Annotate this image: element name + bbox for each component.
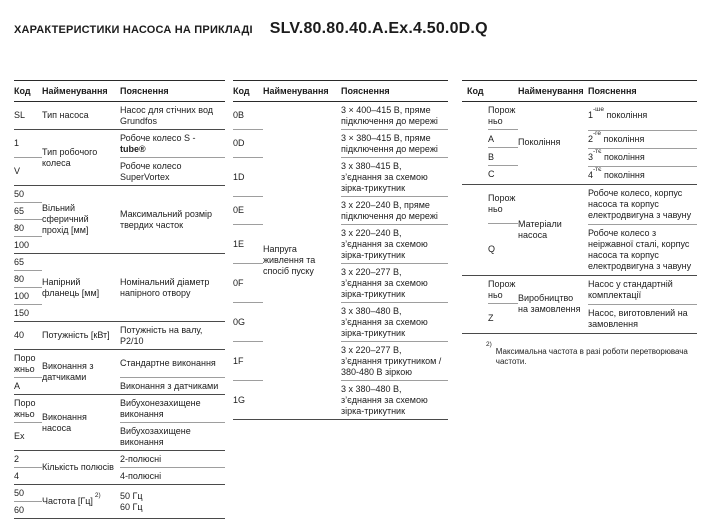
table-row bbox=[14, 130, 225, 158]
table-row bbox=[14, 102, 225, 130]
explanation-cell: Робоче колесо, корпус насоса та корпус електродвигуна з чавуну bbox=[588, 184, 697, 224]
name-text: Частота [Гц] bbox=[42, 496, 93, 506]
name-cell: Потужність [кВт] bbox=[42, 322, 120, 350]
generation-number: 4 bbox=[588, 169, 594, 180]
code-cell: 40 bbox=[14, 322, 42, 350]
generation-number: 3 bbox=[588, 151, 594, 162]
code-cell: 1G bbox=[233, 381, 263, 420]
code-cell: V bbox=[14, 158, 42, 186]
code-cell: 50 bbox=[14, 186, 42, 203]
name-cell: Вільний сферичний прохід [мм] bbox=[42, 186, 120, 254]
explanation-line: 50 Гц bbox=[120, 490, 143, 501]
code-cell: A bbox=[462, 130, 518, 148]
table-row bbox=[462, 275, 697, 304]
explanation-cell: Вибухозахищене виконання bbox=[120, 423, 225, 451]
type-key-table-3 bbox=[462, 80, 697, 334]
explanation-cell bbox=[120, 130, 225, 158]
explanation-cell: Вибухонезахищене виконання bbox=[120, 395, 225, 423]
code-cell: Z bbox=[462, 304, 518, 333]
code-cell: Порожньо bbox=[462, 275, 518, 304]
code-cell: Порожньо bbox=[14, 395, 42, 423]
code-cell: 1F bbox=[233, 342, 263, 381]
ordinal-suffix: -тє bbox=[593, 147, 602, 155]
pump-type-key: SLV.80.80.40.A.Ex.4.50.0D.Q bbox=[269, 20, 488, 37]
explanation-bold-text: tube® bbox=[120, 143, 146, 154]
ordinal-suffix: -ге bbox=[593, 129, 602, 137]
explanation-cell: 3 x 220–240 В, пряме підключення до мережі bbox=[341, 197, 448, 225]
code-cell: Q bbox=[462, 224, 518, 275]
name-cell: Тип насоса bbox=[42, 102, 120, 130]
ordinal-suffix: -ше bbox=[593, 106, 605, 114]
type-key-table-1-wrap bbox=[14, 80, 225, 519]
type-key-table-3-wrap bbox=[462, 80, 697, 367]
explanation-cell: Насос для стічних вод Grundfos bbox=[120, 102, 225, 130]
column-header-name: Найменування bbox=[42, 81, 120, 102]
table-row bbox=[462, 184, 697, 224]
name-cell: Тип робочого колеса bbox=[42, 130, 120, 186]
table-row bbox=[14, 485, 225, 502]
footnote bbox=[462, 340, 697, 367]
header-row bbox=[233, 81, 448, 102]
code-cell: 60 bbox=[14, 502, 42, 519]
explanation-cell: Робоче колесо з неіржавної сталі, корпус насоса та корпус електродвигуна з чавуну bbox=[588, 224, 697, 275]
code-cell: 1D bbox=[233, 158, 263, 197]
code-cell: 0D bbox=[233, 130, 263, 158]
explanation-cell: 4-полюсні bbox=[120, 468, 225, 485]
explanation-cell: 3 × 380–415 В, пряме підключення до мережі bbox=[341, 130, 448, 158]
code-cell: 150 bbox=[14, 305, 42, 322]
column-header-explanation: Пояснення bbox=[588, 81, 697, 102]
type-key-table-1 bbox=[14, 80, 225, 519]
explanation-cell: 2-полюсні bbox=[120, 451, 225, 468]
explanation-cell bbox=[588, 130, 697, 148]
table-row bbox=[14, 350, 225, 378]
column-header-name: Найменування bbox=[518, 81, 588, 102]
name-cell: Виробництво на замовлення bbox=[518, 275, 588, 333]
explanation-cell: Насос у стандартній комплектації bbox=[588, 275, 697, 304]
ordinal-suffix: -тє bbox=[593, 165, 602, 173]
explanation-cell bbox=[588, 102, 697, 131]
code-cell: SL bbox=[14, 102, 42, 130]
name-cell: Виконання з датчиками bbox=[42, 350, 120, 395]
table-row bbox=[14, 322, 225, 350]
name-cell: Напірний фланець [мм] bbox=[42, 254, 120, 322]
code-cell: 50 bbox=[14, 485, 42, 502]
explanation-cell: Стандартне виконання bbox=[120, 350, 225, 378]
code-cell: 80 bbox=[14, 271, 42, 288]
code-cell: 80 bbox=[14, 220, 42, 237]
explanation-cell: Потужність на валу, P2/10 bbox=[120, 322, 225, 350]
explanation-cell: 3 x 380–480 В, з’єднання за схемою зірка-трикутник bbox=[341, 381, 448, 420]
generation-number: 2 bbox=[588, 133, 594, 144]
name-cell: Матеріали насоса bbox=[518, 184, 588, 275]
generation-number: 1 bbox=[588, 110, 594, 121]
code-cell: 65 bbox=[14, 203, 42, 220]
footnote-text: Максимальна частота в разі роботи перетворювача частоти. bbox=[495, 346, 688, 366]
code-cell: A bbox=[14, 378, 42, 395]
explanation-cell: 3 x 380–415 В, з’єднання за схемою зірка-трикутник bbox=[341, 158, 448, 197]
code-cell: 0E bbox=[233, 197, 263, 225]
code-cell: 1E bbox=[233, 225, 263, 264]
column-header-name: Найменування bbox=[263, 81, 341, 102]
explanation-text: покоління bbox=[604, 110, 648, 121]
explanation-cell: 3 x 220–240 В, з’єднання за схемою зірка-трикутник bbox=[341, 225, 448, 264]
explanation-line: 60 Гц bbox=[120, 501, 143, 512]
explanation-cell: 3 x 380–480 В, з’єднання за схемою зірка-трикутник bbox=[341, 303, 448, 342]
footnote-marker: 2) bbox=[486, 340, 492, 348]
name-cell: Виконання насоса bbox=[42, 395, 120, 451]
code-cell: 65 bbox=[14, 254, 42, 271]
column-header-explanation: Пояснення bbox=[341, 81, 448, 102]
name-cell: Напруга живлення та спосіб пуску bbox=[263, 102, 341, 420]
code-cell: 0G bbox=[233, 303, 263, 342]
name-cell: Покоління bbox=[518, 102, 588, 185]
page-header bbox=[14, 20, 488, 38]
column-header-code: Код bbox=[233, 81, 263, 102]
table-row bbox=[14, 186, 225, 203]
explanation-text: Робоче колесо S - bbox=[120, 132, 196, 143]
code-cell: B bbox=[462, 148, 518, 166]
column-header-code: Код bbox=[462, 81, 518, 102]
explanation-cell: Максимальний розмір твердих часток bbox=[120, 186, 225, 254]
table-row bbox=[233, 102, 448, 130]
type-key-table-2 bbox=[233, 80, 448, 420]
code-cell: C bbox=[462, 166, 518, 184]
table-row bbox=[462, 102, 697, 131]
explanation-cell bbox=[120, 485, 225, 519]
explanation-cell: Виконання з датчиками bbox=[120, 378, 225, 395]
page-title: ХАРАКТЕРИСТИКИ НАСОСА НА ПРИКЛАДІ bbox=[14, 24, 253, 36]
table-row bbox=[14, 451, 225, 468]
code-cell: 0B bbox=[233, 102, 263, 130]
explanation-text: покоління bbox=[601, 133, 645, 144]
code-cell: Порожньо bbox=[462, 184, 518, 224]
table-row bbox=[14, 395, 225, 423]
name-cell bbox=[42, 485, 120, 519]
code-cell: 2 bbox=[14, 451, 42, 468]
code-cell: Порожньо bbox=[462, 102, 518, 131]
code-cell: 100 bbox=[14, 288, 42, 305]
type-key-table-2-wrap bbox=[233, 80, 448, 420]
explanation-cell: 3 × 400–415 В, пряме підключення до мережі bbox=[341, 102, 448, 130]
code-cell: 4 bbox=[14, 468, 42, 485]
explanation-text: покоління bbox=[601, 169, 645, 180]
explanation-cell: Робоче колесо SuperVortex bbox=[120, 158, 225, 186]
header-row bbox=[462, 81, 697, 102]
explanation-cell bbox=[588, 148, 697, 166]
code-cell: 100 bbox=[14, 237, 42, 254]
code-cell: Порожньо bbox=[14, 350, 42, 378]
explanation-text: покоління bbox=[601, 151, 645, 162]
explanation-cell bbox=[588, 166, 697, 184]
name-cell: Кількість полюсів bbox=[42, 451, 120, 485]
explanation-cell: 3 x 220–277 В, з’єднання за схемою зірка-трикутник bbox=[341, 264, 448, 303]
table-row bbox=[14, 254, 225, 271]
column-header-explanation: Пояснення bbox=[120, 81, 225, 102]
code-cell: 1 bbox=[14, 130, 42, 158]
explanation-cell: Насос, виготовлений на замовлення bbox=[588, 304, 697, 333]
footnote-reference: 2) bbox=[94, 492, 101, 499]
explanation-cell: Номінальний діаметр напірного отвору bbox=[120, 254, 225, 322]
header-row bbox=[14, 81, 225, 102]
code-cell: 0F bbox=[233, 264, 263, 303]
code-cell: Ex bbox=[14, 423, 42, 451]
column-header-code: Код bbox=[14, 81, 42, 102]
explanation-cell: 3 x 220–277 В, з’єднання трикутником / 380-480 В зіркою bbox=[341, 342, 448, 381]
